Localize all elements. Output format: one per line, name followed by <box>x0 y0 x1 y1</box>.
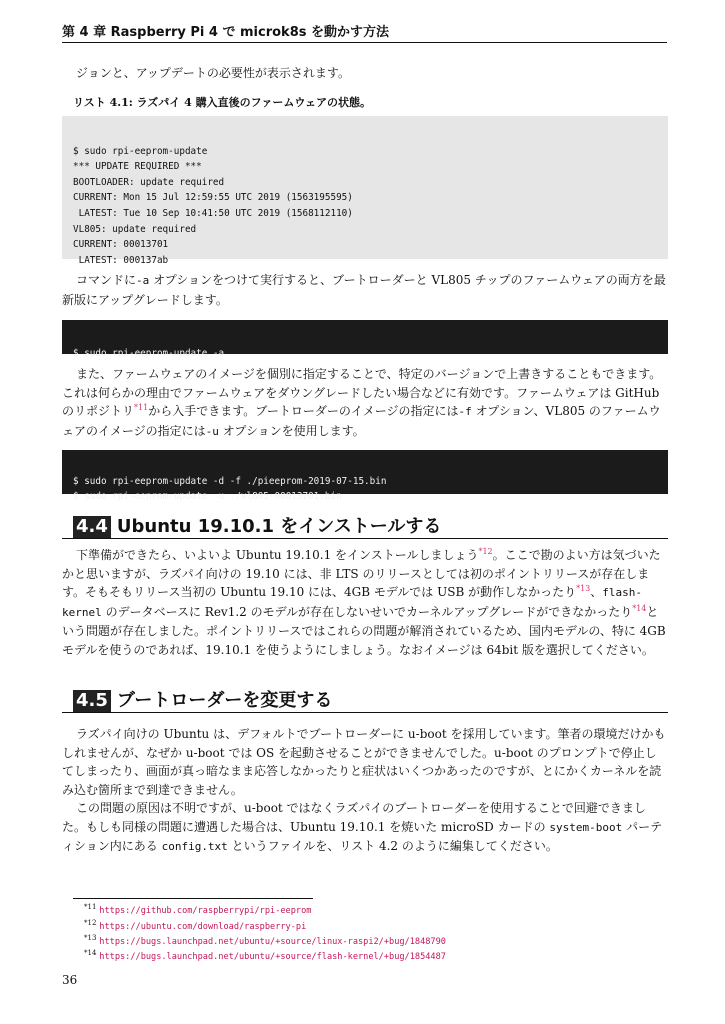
code-block-specific-images <box>62 450 668 503</box>
code-line: $ sudo rpi-eeprom-update -d -f ./pieeprom-2019-07-15.bin <box>73 475 387 487</box>
footnote-12: $^{*12}$ https://ubuntu.com/download/raspberry-pi <box>84 919 307 932</box>
section-title: ブートローダーを変更する <box>116 690 333 711</box>
inline-code: config.txt <box>161 840 228 853</box>
paragraph-firmware-image: また、ファームウェアのイメージを個別に指定することで、特定のバージョンで上書きすることもできます。これは何らかの理由でファームウェアをダウングレードしたい場合などに有効です。ファームウェアは GitHub のリポジトリ$^{*11}$から入手できます。ブートローダーのイメージの指定には-f オプション、VL805 のファームウェアのイメージの指定には-u オプションを使用します。 <box>62 367 662 438</box>
section-number: 4.5 <box>73 690 111 712</box>
footnote-ref-11[interactable]: *11 <box>134 403 149 412</box>
code-block-eeprom-status <box>62 116 668 266</box>
code-line: CURRENT: 00013701 <box>73 239 169 251</box>
page-number: 36 <box>62 973 78 987</box>
intro-line: ジョンと、アップデートの必要性が表示されます。 <box>76 66 350 80</box>
code-line: VL805: update required <box>73 223 197 235</box>
code-line: $ sudo rpi-eeprom-update <box>73 145 208 157</box>
code-line: LATEST: Tue 10 Sep 10:41:50 UTC 2019 (1568112110) <box>73 207 353 219</box>
section-heading-4-4 <box>62 516 668 539</box>
inline-code: flash-kernel <box>62 586 643 619</box>
listing-caption: リスト 4.1: ラズパイ 4 購入直後のファームウェアの状態。 <box>73 96 371 109</box>
code-line: LATEST: 000137ab <box>73 254 169 266</box>
paragraph-install-ubuntu: 下準備ができたら、いよいよ Ubuntu 19.10.1 をインストールしましょう$^{*12}$。ここで勘のよい方は気づいたかと思いますが、ラズパイ向けの 19.10 には、非 LTS のリリースとしては初のポイントリリースが存在します。そもそもリリース当初の Ubuntu 19.10 には、4GB モデルでは USB が動作しなかったり$^{*13}$、flash-kernel のデータベースに Rev1.2 のモデルが存在しないせいでカーネルアップグレードができなかったり$^{*14}$という問題が存在しました。ポイントリリースではこれらの問題が解消されているため、国内モデルの、特に 4GB モデルを使うのであれば、19.10.1 を使うようにしましょう。なおイメージは 64bit 版を選択してください。 <box>62 547 666 657</box>
footnote-14: $^{*14}$ https://bugs.launchpad.net/ubuntu/+source/flash-kernel/+bug/1854487 <box>84 949 446 962</box>
footnote-ref-13[interactable]: *13 <box>576 584 591 593</box>
footnote-ref-12[interactable]: *12 <box>478 547 493 556</box>
section-heading-4-5 <box>62 690 668 713</box>
paragraph-update-option: コマンドに-a オプションをつけて実行すると、ブートローダーと VL805 チップのファームウェアの両方を最新版にアップグレードします。 <box>62 273 666 307</box>
code-line: $ sudo rpi-eeprom-update -a <box>73 347 225 359</box>
inline-code: system-boot <box>549 820 623 834</box>
code-line: *** UPDATE REQUIRED *** <box>73 161 202 173</box>
footnote-rule <box>73 898 313 899</box>
footnote-link[interactable]: https://ubuntu.com/download/raspberry-pi <box>99 922 307 932</box>
code-line: CURRENT: Mon 15 Jul 12:59:55 UTC 2019 (1563195595) <box>73 192 353 204</box>
inline-code: -a <box>136 274 150 287</box>
footnote-link[interactable]: https://bugs.launchpad.net/ubuntu/+source/linux-raspi2/+bug/1848790 <box>99 937 446 947</box>
code-line: BOOTLOADER: update required <box>73 176 225 188</box>
footnote-11: $^{*11}$ https://github.com/raspberrypi/rpi-eeprom <box>84 903 312 916</box>
footnote-link[interactable]: https://github.com/raspberrypi/rpi-eeprom <box>99 906 312 916</box>
code-block-update-all <box>62 320 668 359</box>
footnote-ref-14[interactable]: *14 <box>632 603 647 613</box>
inline-code: -f <box>458 405 472 418</box>
header-rule <box>62 42 667 43</box>
page-header: 第 4 章 Raspberry Pi 4 で microk8s を動かす方法 <box>62 25 390 40</box>
inline-code: -u <box>205 424 219 438</box>
footnote-link[interactable]: https://bugs.launchpad.net/ubuntu/+source/flash-kernel/+bug/1854487 <box>99 952 446 962</box>
section-number: 4.4 <box>73 516 111 538</box>
paragraph-bootloader-issue: ラズパイ向けの Ubuntu は、デフォルトでブートローダーに u-boot を採用しています。筆者の環境だけかもしれませんが、なぜか u-boot では OS を起動させることができませんでした。u-boot のプロンプトで停止してしまったり、画面が真っ暗なまま応答しなかったりと症状はいくつかあったのですが、とにかくカーネルを読み込む箇所まで到達できません。 <box>62 727 666 797</box>
paragraph-bootloader-workaround: この問題の原因は不明ですが、u-boot ではなくラズパイのブートローダーを使用することで回避できました。もしも同様の問題に遭遇した場合は、Ubuntu 19.10.1 を焼いた microSD カードの system-boot パーティション内にある config.txt というファイルを、リスト 4.2 のように編集してください。 <box>62 801 663 853</box>
footnote-13: $^{*13}$ https://bugs.launchpad.net/ubuntu/+source/linux-raspi2/+bug/1848790 <box>84 934 446 947</box>
code-line: $ sudo rpi-eeprom-update -u ./vl805-00013701.bin <box>73 491 342 503</box>
section-title: Ubuntu 19.10.1 をインストールする <box>116 516 442 537</box>
